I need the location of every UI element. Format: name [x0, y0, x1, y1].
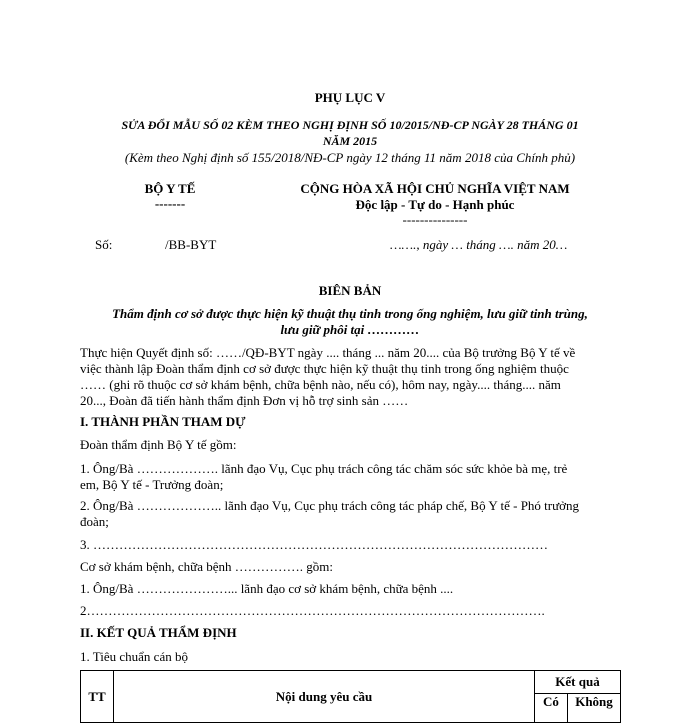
member-1-line-2: em, Bộ Y tế - Trưởng đoàn; — [80, 477, 224, 492]
number-label: Số: — [95, 237, 113, 252]
section-2-subheading: 1. Tiêu chuẩn cán bộ — [80, 649, 188, 664]
intro-line-3: …… (ghi rõ thuộc cơ sở khám bệnh, chữa bệnh nào, nếu có), hôm nay, ngày.... tháng.... năm — [80, 377, 561, 392]
table-subheader-yes: Có — [535, 694, 568, 723]
agency-divider: ------- — [154, 196, 186, 211]
intro-line-4: 20..., Đoàn đã tiến hành thẩm định Đơn vị hỗ trợ sinh sản …… — [80, 393, 409, 408]
table-header-content: Nội dung yêu cầu — [114, 671, 535, 723]
amendment-line-2: NĂM 2015 — [322, 134, 378, 148]
member-2-line-2: đoàn; — [80, 514, 109, 529]
report-subtitle-line-2: lưu giữ phôi tại ………… — [280, 322, 420, 337]
table-subheader-no: Không — [568, 694, 621, 723]
motto-divider: --------------- — [402, 212, 468, 227]
table-header-result: Kết quả — [535, 671, 621, 694]
section-2-heading: II. KẾT QUẢ THẨM ĐỊNH — [80, 625, 237, 640]
facility-member-2: 2……………………………………………………………………………………………. — [80, 603, 545, 618]
member-1-line-1: 1. Ông/Bà ………………. lãnh đạo Vụ, Cục phụ trách công tác chăm sóc sức khỏe bà mẹ, trẻ — [80, 461, 568, 476]
attached-decree-note: (Kèm theo Nghị định số 155/2018/NĐ-CP ngày 12 tháng 11 năm 2018 của Chính phủ) — [124, 150, 576, 165]
date-line: ……., ngày … tháng …. năm 20… — [390, 237, 568, 252]
intro-line-2: việc thành lập Đoàn thẩm định cơ sở được thực hiện kỹ thuật thụ tinh trong ống nghiệm thuộc — [80, 361, 569, 376]
intro-line-1: Thực hiện Quyết định số: ……/QĐ-BYT ngày .... tháng ... năm 20.... của Bộ trưởng Bộ Y tế về — [80, 345, 576, 360]
section-1-heading: I. THÀNH PHẦN THAM DỰ — [80, 414, 246, 429]
country-name: CỘNG HÒA XÃ HỘI CHỦ NGHĨA VIỆT NAM — [300, 181, 570, 196]
national-motto: Độc lập - Tự do - Hạnh phúc — [355, 197, 515, 212]
member-3: 3. …………………………………………………………………………………………… — [80, 537, 548, 552]
agency-name: BỘ Y TẾ — [144, 181, 196, 196]
appendix-title: PHỤ LỤC V — [314, 90, 386, 105]
table-header-tt: TT — [81, 671, 114, 723]
facility-intro: Cơ sở khám bệnh, chữa bệnh ……………. gồm: — [80, 559, 333, 574]
facility-member-1: 1. Ông/Bà …………………... lãnh đạo cơ sở khám bệnh, chữa bệnh .... — [80, 581, 454, 596]
team-intro: Đoàn thẩm định Bộ Y tế gồm: — [80, 437, 237, 452]
amendment-line-1: SỬA ĐỔI MẪU SỐ 02 KÈM THEO NGHỊ ĐỊNH SỐ 10/2015/NĐ-CP NGÀY 28 THÁNG 01 — [121, 118, 579, 132]
number-code: /BB-BYT — [165, 237, 217, 252]
report-subtitle-line-1: Thẩm định cơ sở được thực hiện kỹ thuật thụ tinh trong ống nghiệm, lưu giữ tinh trùng, — [112, 306, 588, 321]
staff-requirements-table — [80, 670, 621, 723]
member-2-line-1: 2. Ông/Bà ……………….. lãnh đạo Vụ, Cục phụ trách công tác pháp chế, Bộ Y tế - Phó trưởng — [80, 498, 580, 513]
report-title: BIÊN BẢN — [318, 283, 382, 298]
